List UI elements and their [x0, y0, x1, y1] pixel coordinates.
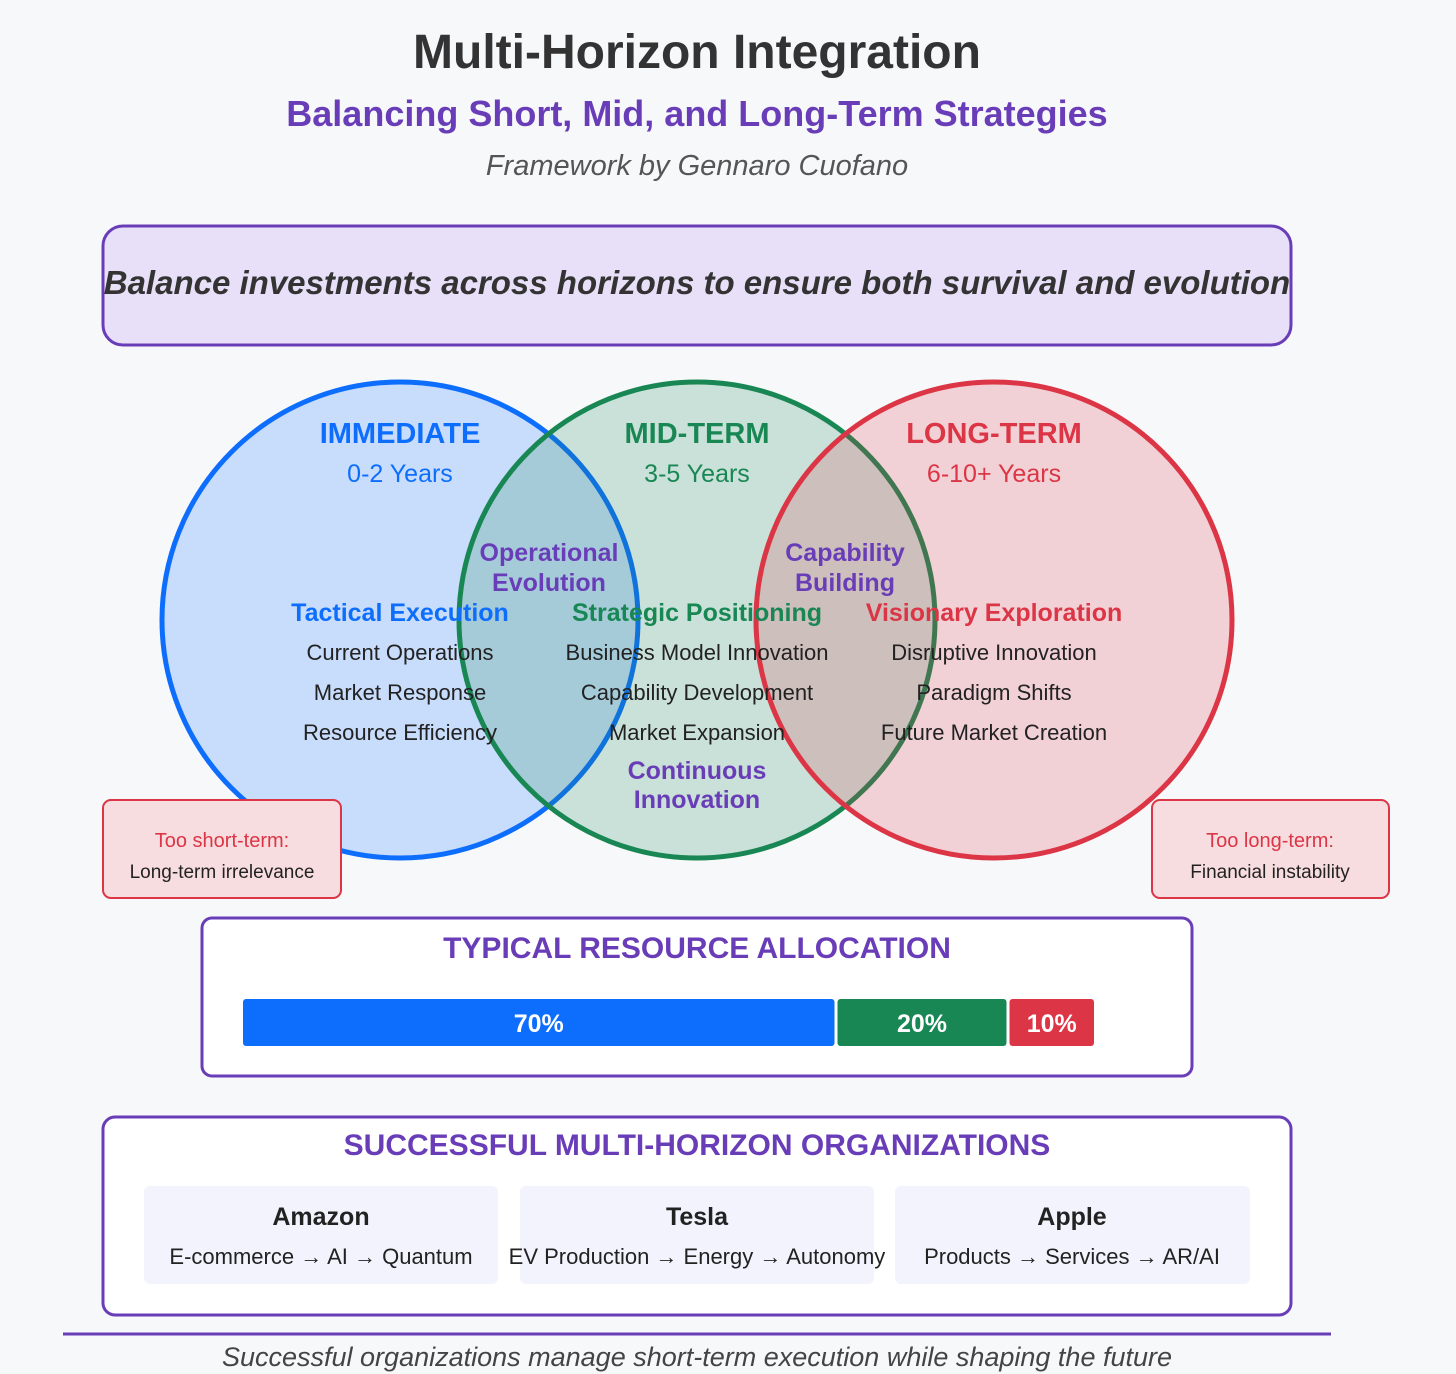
- longterm-item: Future Market Creation: [880, 720, 1108, 745]
- org-path: EV Production → Energy → Autonomy: [508, 1244, 886, 1269]
- midterm-range: 3-5 Years: [644, 460, 750, 488]
- org-card: [520, 1186, 874, 1284]
- banner-text: Balance investments across horizons to ensure both survival and evolution: [103, 264, 1291, 301]
- longterm-item: Paradigm Shifts: [916, 680, 1072, 705]
- midterm-item: Business Model Innovation: [565, 640, 829, 665]
- allocation-segment-label: 20%: [896, 1010, 948, 1038]
- org-path: Products → Services → AR/AI: [924, 1244, 1220, 1269]
- allocation-title: TYPICAL RESOURCE ALLOCATION: [443, 932, 951, 965]
- footer-text: Successful organizations manage short-term execution while shaping the future: [221, 1342, 1173, 1372]
- org-name: Tesla: [665, 1203, 729, 1231]
- overlap-label-right: Capability: [785, 539, 905, 567]
- immediate-item: Current Operations: [306, 640, 494, 665]
- org-name: Apple: [1037, 1203, 1107, 1231]
- longterm-focus: Visionary Exploration: [865, 599, 1123, 627]
- longterm-range: 6-10+ Years: [926, 460, 1062, 488]
- warning-title: Too long-term:: [1206, 830, 1334, 852]
- warning-text: Long-term irrelevance: [129, 862, 315, 883]
- longterm-item: Disruptive Innovation: [891, 640, 1097, 665]
- organizations-panel: [103, 1117, 1291, 1315]
- midterm-title: MID-TERM: [624, 418, 770, 450]
- immediate-item: Resource Efficiency: [302, 720, 498, 745]
- overlap-label-bottom: Continuous: [627, 757, 767, 785]
- overlap-label-bottom: Innovation: [633, 786, 761, 814]
- allocation-segment-label: 70%: [513, 1010, 564, 1038]
- overlap-label-left: Evolution: [492, 569, 606, 597]
- author-credit: Framework by Gennaro Cuofano: [485, 150, 909, 182]
- longterm-title: LONG-TERM: [906, 418, 1082, 450]
- allocation-segment-label: 10%: [1026, 1010, 1077, 1038]
- midterm-focus: Strategic Positioning: [571, 599, 823, 627]
- midterm-item: Capability Development: [580, 680, 814, 705]
- warning-text: Financial instability: [1190, 862, 1350, 883]
- page-title: Multi-Horizon Integration: [413, 26, 981, 79]
- immediate-item: Market Response: [313, 680, 487, 705]
- overlap-label-left: Operational: [479, 539, 619, 567]
- overlap-label-right: Building: [795, 569, 895, 597]
- org-name: Amazon: [272, 1203, 370, 1231]
- org-card: [895, 1186, 1250, 1284]
- org-path: E-commerce → AI → Quantum: [169, 1244, 473, 1269]
- org-card: [144, 1186, 498, 1284]
- warning-title: Too short-term:: [154, 830, 290, 852]
- warning-short-term: [103, 800, 341, 898]
- allocation-bar: [243, 999, 1094, 1046]
- immediate-focus: Tactical Execution: [291, 599, 509, 627]
- immediate-title: IMMEDIATE: [319, 418, 481, 450]
- organizations-title: SUCCESSFUL MULTI-HORIZON ORGANIZATIONS: [343, 1129, 1051, 1162]
- page-subtitle: Balancing Short, Mid, and Long-Term Strategies: [286, 93, 1108, 134]
- resource-allocation-panel: [202, 918, 1192, 1076]
- midterm-item: Market Expansion: [608, 720, 786, 745]
- warning-long-term: [1152, 800, 1389, 898]
- immediate-range: 0-2 Years: [347, 460, 453, 488]
